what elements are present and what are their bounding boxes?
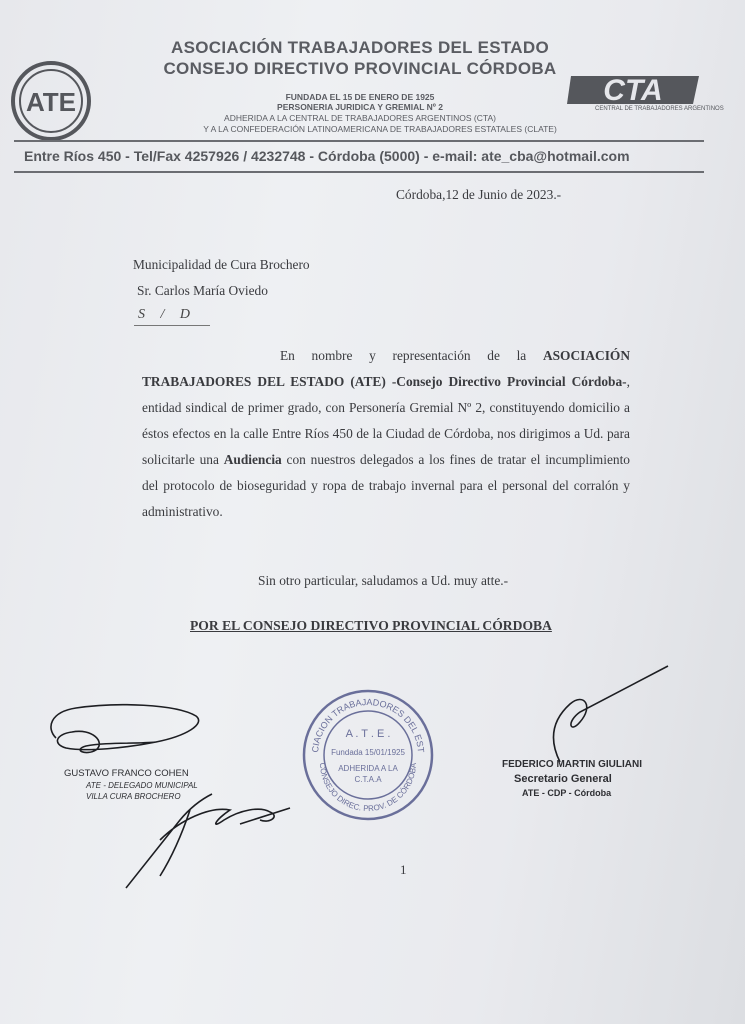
signature-block-title: POR EL CONSEJO DIRECTIVO PROVINCIAL CÓRDOBA [190,618,552,633]
header-rule-top [14,140,704,142]
header-rule-bottom [14,171,704,173]
seal-center-top: A . T . E . [345,728,391,740]
signature-cohen-icon [36,698,206,768]
right-signer-role: Secretario General [514,773,612,785]
right-signer-name: FEDERICO MARTIN GIULIANI [502,759,642,770]
seal-icon [298,685,438,825]
body-intro: En nombre y representación de la [280,348,543,363]
recipient-line2: Sr. Carlos María Oviedo [137,283,268,298]
svg-text:ASOCIACION TRABAJADORES DEL ES [298,685,426,754]
body-org-bold: ASOCIACIÓN TRABAJADORES DEL ESTADO (ATE) -Consejo Directivo Provincial Córdoba- [142,348,630,389]
right-signer-org: ATE - CDP - Córdoba [522,788,612,798]
seal-center-low2: C.T.A.A [354,775,382,784]
founded-line: FUNDADA EL 15 DE ENERO DE 1925 [285,92,435,102]
cta-logo-icon [565,72,705,108]
body-audiencia-bold: Audiencia [223,452,282,467]
closing-line: Sin otro particular, saludamos a Ud. muy atte.- [258,573,509,588]
seal-center-mid: Fundada 15/01/1925 [331,748,405,757]
signature-second-icon [120,780,300,895]
sd-mark: S / D [138,307,196,322]
letter-body [142,343,630,525]
cta-caption: CENTRAL DE TRABAJADORES ARGENTINOS [595,106,724,112]
sd-underline [134,325,210,326]
seal-outer-bottom: CONSEJO DIREC. PROV. DE CÓRDOBA [317,762,419,814]
org-name-line2: CONSEJO DIRECTIVO PROVINCIAL CÓRDOBA [163,59,557,78]
adherida-clate-line: Y A LA CONFEDERACIÓN LATINOAMERICANA DE TRABAJADORES ESTATALES (CLATE) [203,124,557,134]
left-signer-role2: VILLA CURA BROCHERO [86,792,181,801]
seal-center-low1: ADHERIDA A LA [338,764,398,773]
left-signer-name: GUSTAVO FRANCO COHEN [64,768,189,779]
ate-logo-icon [10,60,92,142]
ate-logo-text: ATE [25,87,77,117]
body-middle: , entidad sindical de primer grado, con Personería Gremial Nº 2, constituyendo domicilio a éstos efectos en la calle Entre Ríos 450 de la Ciudad de Córdoba, nos dirigimos a Ud. para solicitarle una [142,374,630,467]
body-end: con nuestros delegados a los fines de tratar el incumplimiento del protocolo de bioseguridad y ropa de trabajo invernal para el personal del corralón y administrativo. [142,452,631,519]
left-signer-role1: ATE - DELEGADO MUNICIPAL [86,781,198,790]
adherida-cta-line: ADHERIDA A LA CENTRAL DE TRABAJADORES ARGENTINOS (CTA) [224,113,496,123]
personeria-line: PERSONERIA JURIDICA Y GREMIAL Nº 2 [277,102,443,112]
cta-logo-text: CTA [603,74,663,107]
ate-seal [298,685,438,830]
letter-date: Córdoba,12 de Junio de 2023.- [396,187,562,202]
org-name-line1: ASOCIACIÓN TRABAJADORES DEL ESTADO [171,38,549,57]
seal-outer-top: CIACION TRABAJADORES DEL EST [309,696,426,753]
recipient-line1: Municipalidad de Cura Brochero [133,257,310,272]
contact-line: Entre Ríos 450 - Tel/Fax 4257926 / 4232748 - Córdoba (5000) - e-mail: ate_cba@hotmail.com [24,148,630,164]
signature-giuliani-icon [520,662,680,772]
page-number: 1 [400,862,407,877]
